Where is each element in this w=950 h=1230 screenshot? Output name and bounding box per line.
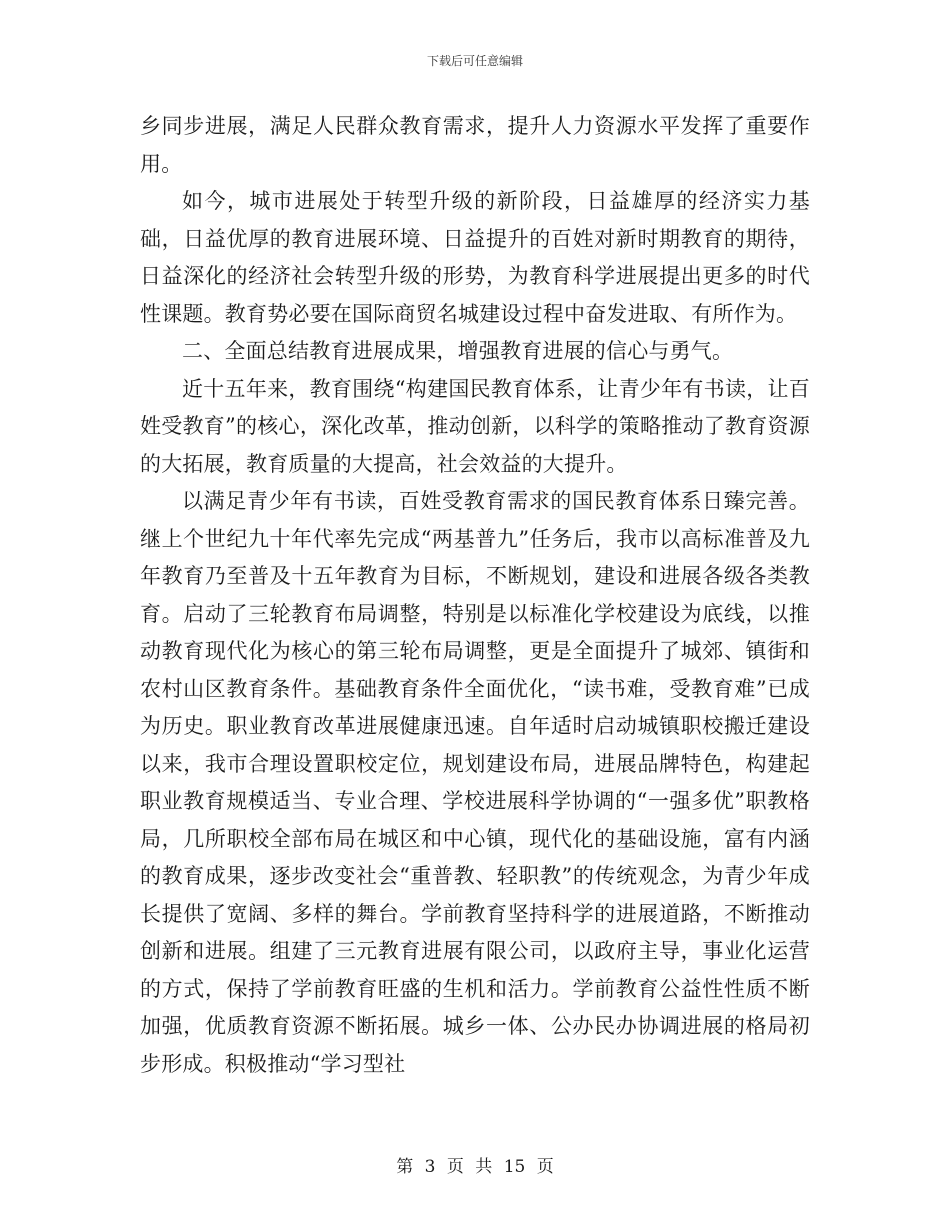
document-body bbox=[140, 108, 810, 1083]
paragraph-2: 如今，城市进展处于转型升级的新阶段，日益雄厚的经济实力基础，日益优厚的教育进展环境、日益提升的百姓对新时期教育的期待，日益深化的经济社会转型升级的形势，为教育科学进展提出更多的时代性课题。教育势必要在国际商贸名城建设过程中奋发进取、有所作为。 bbox=[140, 189, 810, 326]
section-heading: 二、全面总结教育进展成果，增强教育进展的信心与勇气。 bbox=[182, 339, 734, 363]
paragraph-1: 乡同步进展，满足人民群众教育需求，提升人力资源水平发挥了重要作用。 bbox=[140, 114, 810, 176]
paragraph-3: 近十五年来，教育围绕“构建国民教育体系，让青少年有书读，让百姓受教育”的核心，深化改革，推动创新，以科学的策略推动了教育资源的大拓展，教育质量的大提高，社会效益的大提升。 bbox=[140, 376, 810, 476]
page-header: 下载后可任意编辑 bbox=[426, 54, 523, 68]
page-footer: 第 3 页 共 15 页 bbox=[396, 1157, 554, 1177]
paragraph-4: 以满足青少年有书读，百姓受教育需求的国民教育体系日臻完善。继上个世纪九十年代率先完成“两基普九”任务后，我市以高标准普及九年教育乃至普及十五年教育为目标，不断规划，建设和进展各级各类教育。启动了三轮教育布局调整，特别是以标准化学校建设为底线，以推动教育现代化为核心的第三轮布局调整，更是全面提升了城郊、镇街和农村山区教育条件。基础教育条件全面优化，“读书难，受教育难”已成为历史。职业教育改革进展健康迅速。自年适时启动城镇职校搬迁建设以来，我市合理设置职校定位，规划建设布局，进展品牌特色，构建起职业教育规模适当、专业合理、学校进展科学协调的“一强多优”职教格局，几所职校全部布局在城区和中心镇，现代化的基础设施，富有内涵的教育成果，逐步改变社会“重普教、轻职教”的传统观念，为青少年成长提供了宽阔、多样的舞台。学前教育坚持科学的进展道路，不断推动创新和进展。组建了三元教育进展有限公司，以政府主导，事业化运营的方式，保持了学前教育旺盛的生机和活力。学前教育公益性性质不断加强，优质教育资源不断拓展。城乡一体、公办民办协调进展的格局初步形成。积极推动“学习型社 bbox=[140, 489, 810, 1076]
